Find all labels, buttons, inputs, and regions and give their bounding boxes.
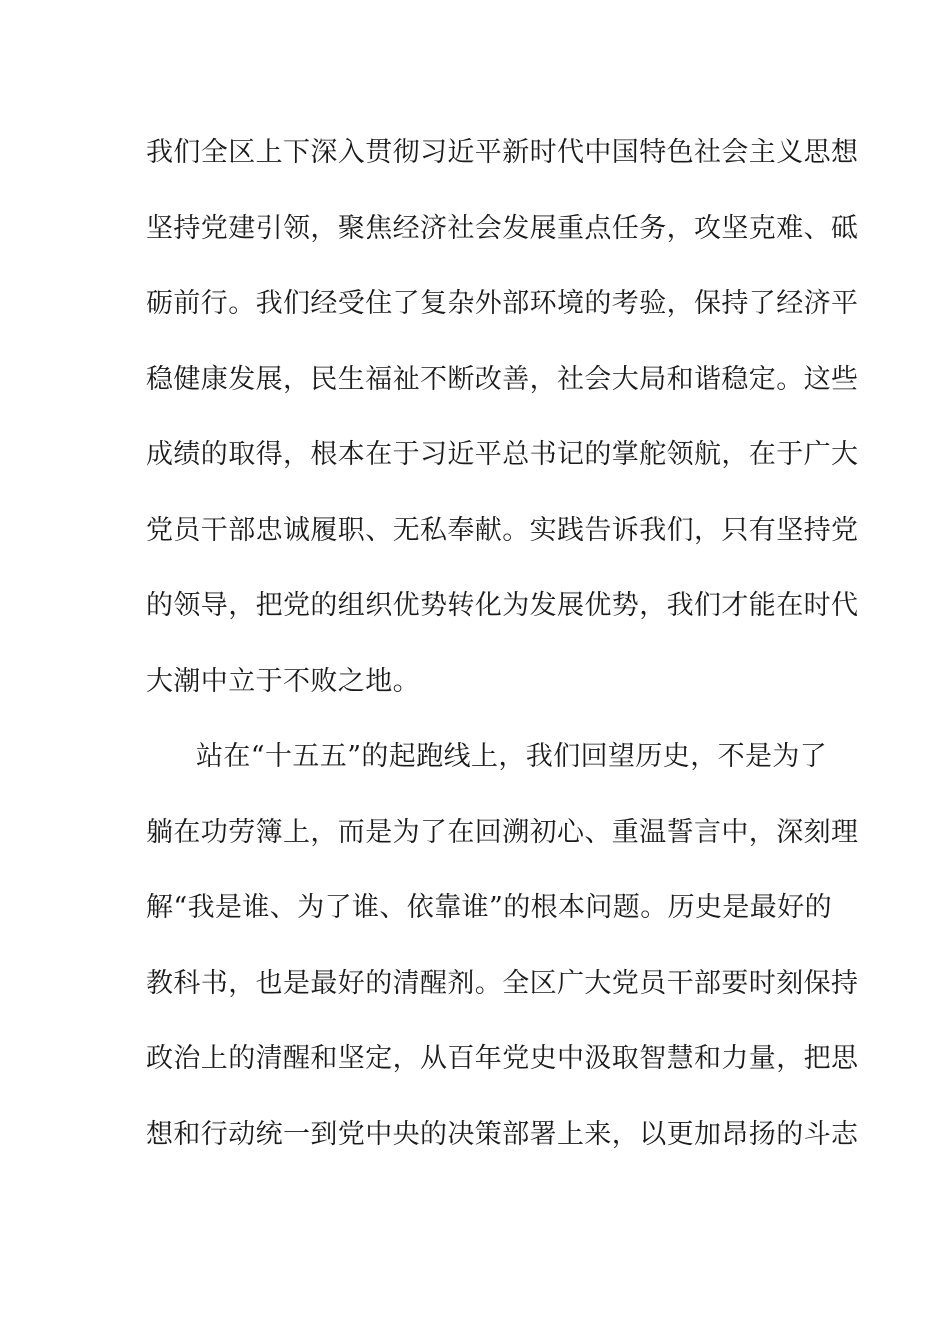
text-line: 政治上的清醒和坚定，从百年党史中汲取智慧和力量，把思 [146, 1043, 859, 1074]
text-line: 的领导，把党的组织优势转化为发展优势，我们才能在时代 [146, 590, 859, 621]
text-line: 教科书，也是最好的清醒剂。全区广大党员干部要时刻保持 [146, 967, 859, 999]
text-line: 想和行动统一到党中央的决策部署上来，以更加昂扬的斗志 [146, 1118, 859, 1150]
text-line: 党员干部忠诚履职、无私奉献。实践告诉我们，只有坚持党 [146, 514, 859, 546]
text-line: 砺前行。我们经受住了复杂外部环境的考验，保持了经济平 [146, 288, 859, 319]
text-line: 躺在功劳簿上，而是为了在回溯初心、重温誓言中，深刻理 [146, 816, 859, 848]
text-line: 解“我是谁、为了谁、依靠谁”的根本问题。历史是最好的 [146, 892, 833, 923]
text-line: 稳健康发展，民生福祉不断改善，社会大局和谐稳定。这些 [146, 363, 859, 395]
text-line: 成绩的取得，根本在于习近平总书记的掌舵领航，在于广大 [146, 439, 859, 470]
body-text [146, 129, 859, 1186]
text-line: 坚持党建引领，聚焦经济社会发展重点任务，攻坚克难、砥 [146, 212, 859, 244]
text-line: 大潮中立于不败之地。 [146, 665, 420, 697]
text-line: 我们全区上下深入贯彻习近平新时代中国特色社会主义思想 [146, 137, 859, 168]
paragraph-start-line: 站在“十五五”的起跑线上，我们回望历史，不是为了 [196, 741, 828, 772]
